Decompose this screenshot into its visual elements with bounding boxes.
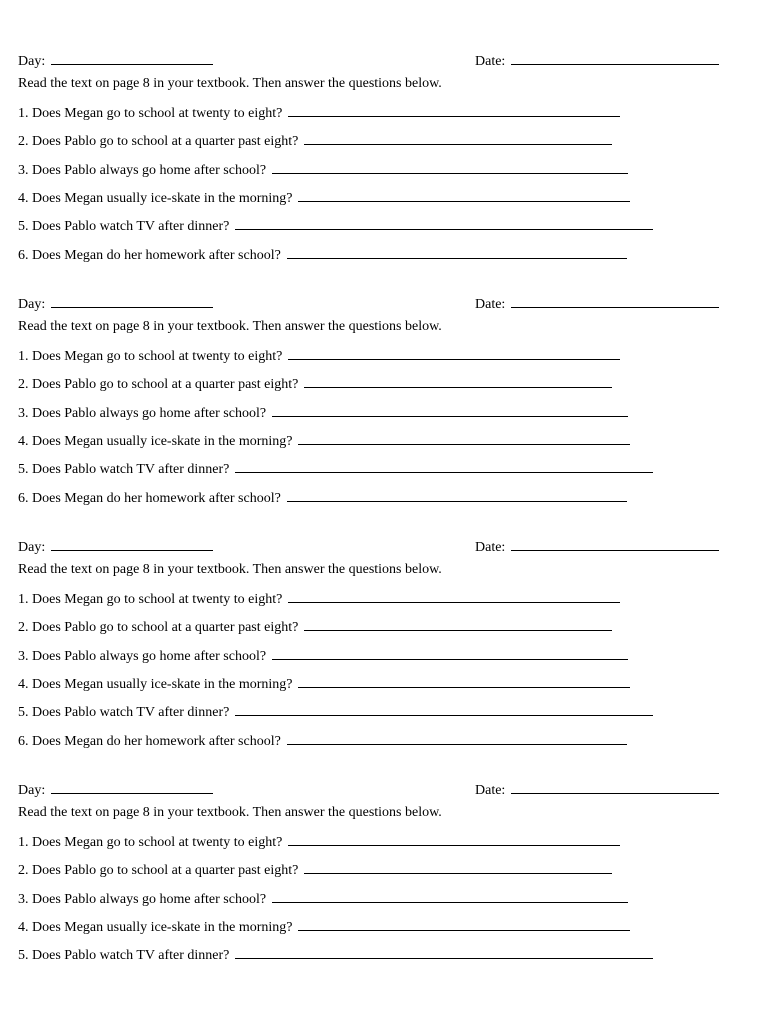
question-text: 6. Does Megan do her homework after school? [18, 491, 281, 506]
answer-blank [272, 161, 628, 174]
question-text: 1. Does Megan go to school at twenty to eight? [18, 835, 283, 850]
day-label: Day: [18, 783, 46, 798]
answer-blank [272, 404, 628, 417]
question-row [18, 489, 627, 507]
instruction-text: Read the text on page 8 in your textbook. Then answer the questions below. [18, 76, 442, 91]
day-blank [51, 295, 213, 308]
day-blank [51, 52, 213, 65]
question-text: 3. Does Pablo always go home after school? [18, 163, 267, 178]
day-label: Day: [18, 297, 46, 312]
question-row [18, 132, 612, 150]
question-row [18, 946, 653, 964]
question-row [18, 460, 653, 478]
question-text: 2. Does Pablo go to school at a quarter past eight? [18, 377, 299, 392]
answer-blank [272, 890, 628, 903]
question-text: 5. Does Pablo watch TV after dinner? [18, 948, 230, 963]
answer-blank [235, 460, 653, 473]
question-row [18, 833, 620, 851]
answer-blank [288, 347, 620, 360]
question-text: 6. Does Megan do her homework after school? [18, 248, 281, 263]
answer-blank [304, 861, 612, 874]
worksheet-block [0, 52, 768, 292]
day-label: Day: [18, 54, 46, 69]
worksheet-block [0, 295, 768, 535]
question-text: 3. Does Pablo always go home after school? [18, 649, 267, 664]
question-text: 2. Does Pablo go to school at a quarter past eight? [18, 620, 299, 635]
instruction-text: Read the text on page 8 in your textbook. Then answer the questions below. [18, 319, 442, 334]
question-row [18, 675, 630, 693]
date-label: Date: [475, 540, 506, 555]
question-text: 3. Does Pablo always go home after school? [18, 892, 267, 907]
answer-blank [298, 432, 630, 445]
date-label: Date: [475, 54, 506, 69]
question-row [18, 104, 620, 122]
question-row [18, 375, 612, 393]
day-label: Day: [18, 540, 46, 555]
day-field [18, 538, 213, 556]
question-text: 2. Does Pablo go to school at a quarter past eight? [18, 863, 299, 878]
day-field [18, 52, 213, 70]
answer-blank [298, 918, 630, 931]
question-text: 1. Does Megan go to school at twenty to eight? [18, 592, 283, 607]
date-field [475, 295, 719, 313]
date-field [475, 538, 719, 556]
day-blank [51, 781, 213, 794]
answer-blank [272, 647, 628, 660]
date-field [475, 52, 719, 70]
question-row [18, 590, 620, 608]
answer-blank [288, 104, 620, 117]
date-blank [511, 52, 719, 65]
worksheet-block [0, 781, 768, 1021]
question-text: 3. Does Pablo always go home after school? [18, 406, 267, 421]
question-text: 5. Does Pablo watch TV after dinner? [18, 462, 230, 477]
question-row [18, 161, 628, 179]
answer-blank [288, 833, 620, 846]
question-text: 1. Does Megan go to school at twenty to eight? [18, 106, 283, 121]
answer-blank [288, 590, 620, 603]
instruction-text: Read the text on page 8 in your textbook. Then answer the questions below. [18, 805, 442, 820]
date-label: Date: [475, 783, 506, 798]
question-text: 5. Does Pablo watch TV after dinner? [18, 219, 230, 234]
answer-blank [235, 217, 653, 230]
question-row [18, 890, 628, 908]
answer-blank [304, 618, 612, 631]
answer-blank [304, 375, 612, 388]
instruction-text: Read the text on page 8 in your textbook. Then answer the questions below. [18, 562, 442, 577]
answer-blank [298, 675, 630, 688]
question-text: 2. Does Pablo go to school at a quarter past eight? [18, 134, 299, 149]
date-field [475, 781, 719, 799]
question-row [18, 404, 628, 422]
answer-blank [235, 946, 653, 959]
question-text: 1. Does Megan go to school at twenty to eight? [18, 349, 283, 364]
day-blank [51, 538, 213, 551]
question-row [18, 246, 627, 264]
answer-blank [287, 246, 627, 259]
question-row [18, 217, 653, 235]
question-row [18, 918, 630, 936]
answer-blank [287, 489, 627, 502]
question-row [18, 432, 630, 450]
question-row [18, 618, 612, 636]
question-row [18, 861, 612, 879]
date-blank [511, 295, 719, 308]
date-blank [511, 781, 719, 794]
question-text: 6. Does Megan do her homework after school? [18, 734, 281, 749]
answer-blank [298, 189, 630, 202]
question-row [18, 347, 620, 365]
question-text: 4. Does Megan usually ice-skate in the morning? [18, 677, 293, 692]
question-row [18, 647, 628, 665]
question-row [18, 189, 630, 207]
worksheet-block [0, 538, 768, 778]
date-blank [511, 538, 719, 551]
question-row [18, 703, 653, 721]
date-label: Date: [475, 297, 506, 312]
question-text: 4. Does Megan usually ice-skate in the morning? [18, 434, 293, 449]
answer-blank [287, 732, 627, 745]
day-field [18, 781, 213, 799]
question-text: 4. Does Megan usually ice-skate in the morning? [18, 920, 293, 935]
question-text: 5. Does Pablo watch TV after dinner? [18, 705, 230, 720]
answer-blank [235, 703, 653, 716]
answer-blank [304, 132, 612, 145]
question-text: 4. Does Megan usually ice-skate in the morning? [18, 191, 293, 206]
day-field [18, 295, 213, 313]
question-row [18, 732, 627, 750]
